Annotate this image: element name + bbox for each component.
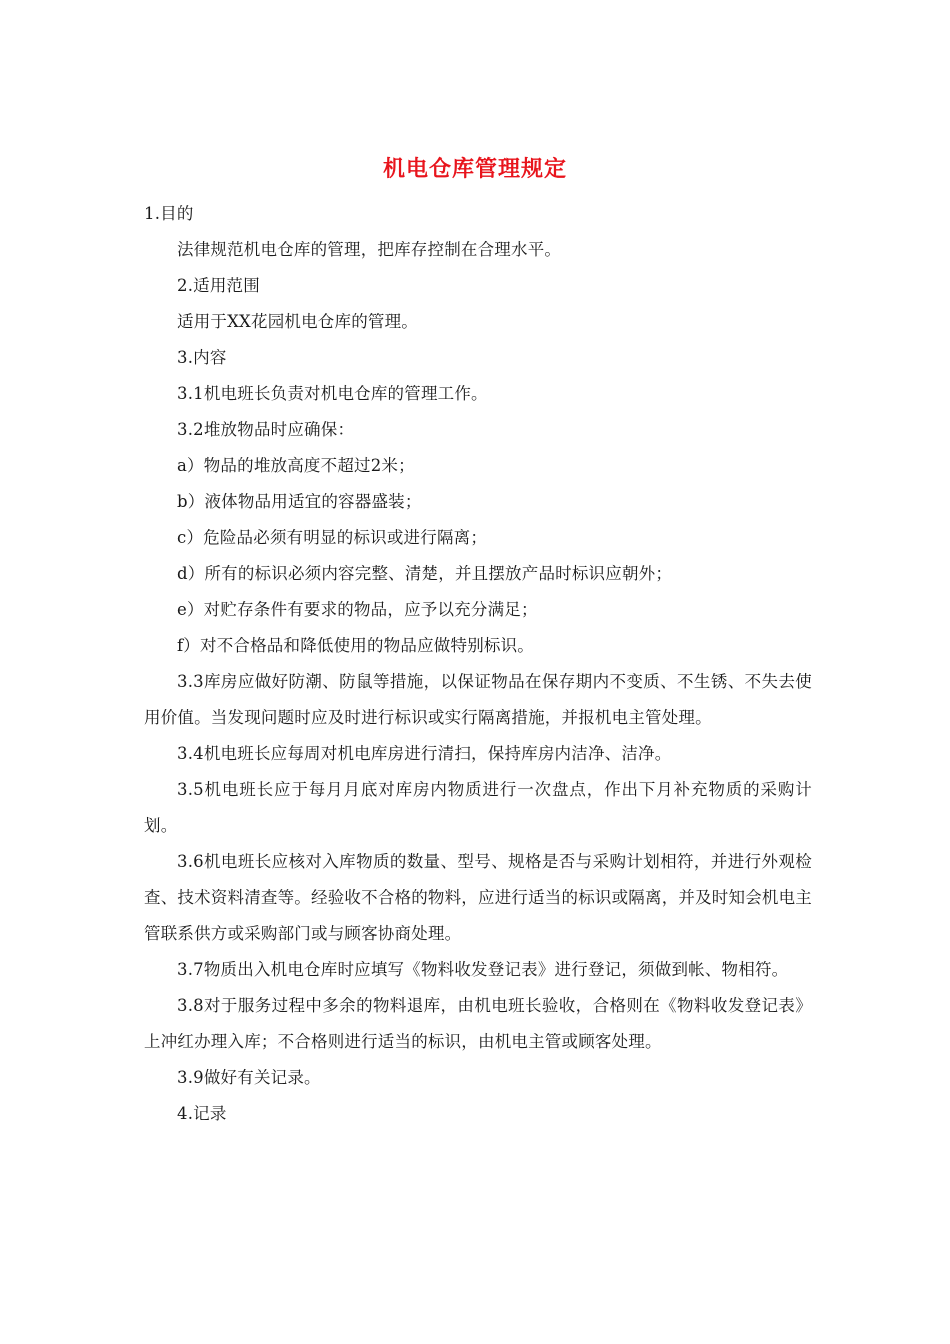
paragraph: 适用于XX花园机电仓库的管理。	[177, 312, 418, 331]
paragraph: 3.1机电班长负责对机电仓库的管理工作。	[177, 384, 488, 403]
paragraph: 3.4机电班长应每周对机电库房进行清扫，保持库房内洁净、洁净。	[177, 744, 672, 763]
paragraph: 3.5机电班长应于每月月底对库房内物质进行一次盘点，作出下月补充物质的采购计划。	[144, 780, 812, 835]
paragraph: 4.记录	[177, 1104, 227, 1123]
paragraph: 3.内容	[177, 348, 227, 367]
paragraph: 1.目的	[144, 204, 194, 223]
list-item: c）危险品必须有明显的标识或进行隔离；	[177, 528, 488, 547]
paragraph: 3.6机电班长应核对入库物质的数量、型号、规格是否与采购计划相符，并进行外观检查、技术资料清查等。经验收不合格的物料，应进行适当的标识或隔离，并及时知会机电主管联系供方或采购部门或与顾客协商处理。	[144, 852, 812, 943]
paragraph: 3.2堆放物品时应确保：	[177, 420, 355, 439]
paragraph: 法律规范机电仓库的管理，把库存控制在合理水平。	[177, 240, 562, 259]
paragraph: 3.9做好有关记录。	[177, 1068, 321, 1087]
document-body	[144, 196, 812, 1132]
list-item: a）物品的堆放高度不超过2米；	[177, 456, 415, 475]
list-item: f）对不合格品和降低使用的物品应做特别标识。	[177, 636, 535, 655]
list-item: e）对贮存条件有要求的物品，应予以充分满足；	[177, 600, 538, 619]
list-item: d）所有的标识必须内容完整、清楚，并且摆放产品时标识应朝外；	[177, 564, 673, 583]
paragraph: 3.7物质出入机电仓库时应填写《物料收发登记表》进行登记，须做到帐、物相符。	[177, 960, 789, 979]
paragraph: 3.3库房应做好防潮、防鼠等措施，以保证物品在保存期内不变质、不生锈、不失去使用价值。当发现问题时应及时进行标识或实行隔离措施，并报机电主管处理。	[144, 672, 812, 727]
paragraph: 3.8对于服务过程中多余的物料退库，由机电班长验收，合格则在《物料收发登记表》上冲红办理入库；不合格则进行适当的标识，由机电主管或顾客处理。	[144, 996, 812, 1051]
paragraph: 2.适用范围	[177, 276, 260, 295]
list-item: b）液体物品用适宜的容器盛装；	[177, 492, 422, 511]
document-title: 机电仓库管理规定	[382, 157, 567, 182]
